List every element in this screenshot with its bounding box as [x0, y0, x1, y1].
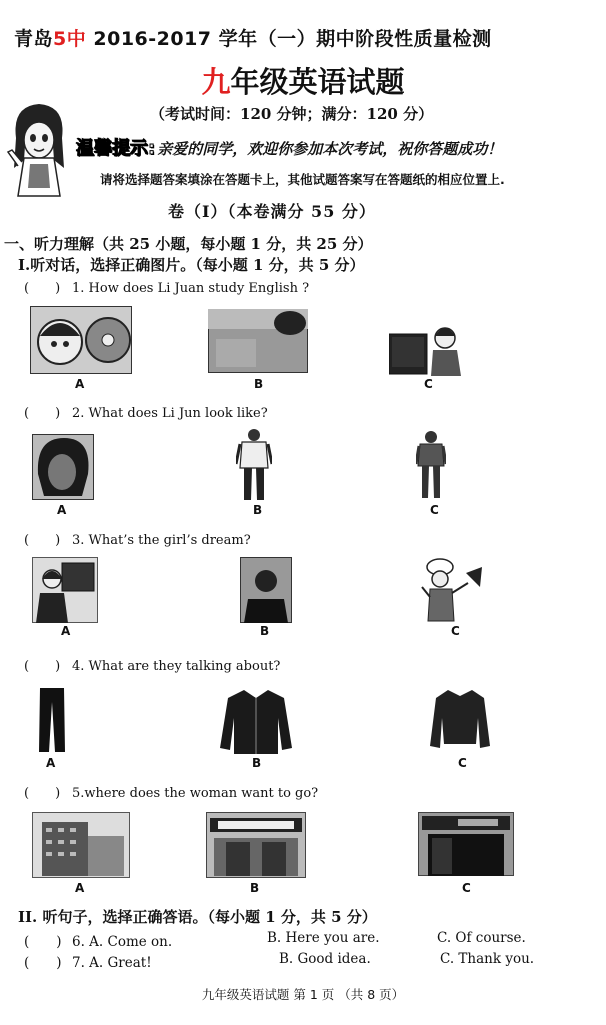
- q3-option-a-image: [32, 557, 98, 623]
- q2-option-c-image: [416, 430, 446, 500]
- option-letter-b: B: [250, 881, 260, 895]
- answer-blank: ( ): [24, 934, 62, 950]
- option-letter-c: C: [462, 881, 471, 895]
- choice-c: C. Thank you.: [440, 951, 535, 967]
- option-letter-b: B: [260, 624, 270, 638]
- option-letter-c: C: [430, 503, 439, 517]
- question-2: [24, 402, 268, 421]
- exam-period: 2016-2017 学年（一）期中阶段性质量检测: [86, 28, 492, 50]
- page-footer: 九年级英语试题 第 1 页 （共 8 页）: [201, 987, 405, 1002]
- answer-blank: ( ): [24, 281, 61, 296]
- q4-option-a-image-trousers: [38, 688, 66, 752]
- choice-b: B. Good idea.: [279, 951, 371, 967]
- title-rest: 年级英语试题: [230, 65, 405, 99]
- question-1: [24, 277, 309, 296]
- question-7: [24, 951, 152, 971]
- q5-option-b-image-bank: [206, 812, 306, 878]
- q4-option-b-image-shirt: [218, 688, 294, 754]
- option-letter-a: A: [61, 624, 71, 638]
- school-name: 青岛: [14, 28, 54, 50]
- page-title: [0, 60, 606, 101]
- option-letter-a: A: [46, 756, 56, 770]
- q1-option-b-image: [208, 309, 308, 373]
- option-letter-b: B: [252, 756, 262, 770]
- school-number: 5: [53, 28, 67, 50]
- grade-char: 九: [201, 65, 231, 99]
- option-letter-c: C: [451, 624, 460, 638]
- choice-b: B. Here you are.: [267, 930, 380, 946]
- section1-heading: 一、听力理解（共 25 小题，每小题 1 分，共 25 分）: [4, 235, 373, 253]
- school-middle: 中: [66, 28, 87, 50]
- choice-c: C. Of course.: [437, 930, 526, 946]
- part1-heading: I.听对话，选择正确图片。（每小题 1 分，共 5 分）: [18, 256, 365, 274]
- option-letter-a: A: [75, 377, 85, 391]
- tip-label: 温馨提示:: [76, 138, 156, 159]
- question-5: [24, 782, 318, 801]
- answer-blank: ( ): [24, 406, 61, 421]
- question-text: 5.where does the woman want to go?: [72, 786, 319, 801]
- q3-option-c-image: [420, 557, 490, 625]
- answer-blank: ( ): [24, 533, 61, 548]
- option-letter-c: C: [458, 756, 467, 770]
- answer-blank: ( ): [24, 659, 61, 674]
- option-letter-b: B: [254, 377, 264, 391]
- part2-heading: II. 听句子，选择正确答语。（每小题 1 分，共 5 分）: [18, 908, 377, 926]
- q1-option-a-image: [30, 306, 132, 374]
- exam-info: （考试时间：120 分钟；满分：120 分）: [150, 105, 434, 123]
- mascot-girl-illustration: [6, 98, 72, 198]
- option-letter-a: A: [75, 881, 85, 895]
- exam-header: [14, 24, 594, 51]
- question-text: 2. What does Li Jun look like?: [72, 406, 268, 421]
- tip-line: [76, 134, 502, 160]
- question-4: [24, 655, 280, 674]
- question-text: 4. What are they talking about?: [72, 659, 281, 674]
- q2-option-b-image: [236, 428, 272, 502]
- option-letter-b: B: [253, 503, 263, 517]
- question-3: [24, 529, 251, 548]
- answer-blank: ( ): [24, 955, 62, 971]
- tip-text: 亲爱的同学，欢迎你参加本次考试，祝你答题成功！: [157, 140, 503, 158]
- q1-option-c-image: [389, 320, 463, 376]
- q5-option-a-image-building: [32, 812, 130, 878]
- answer-instruction: 请将选择题答案填涂在答题卡上，其他试题答案写在答题纸的相应位置上.: [100, 172, 505, 187]
- q2-option-a-image: [32, 434, 94, 500]
- question-6: [24, 930, 172, 950]
- answer-blank: ( ): [24, 786, 61, 801]
- option-letter-a: A: [57, 503, 67, 517]
- option-letter-c: C: [424, 377, 433, 391]
- choice-a: 6. A. Come on.: [72, 934, 173, 950]
- q5-option-c-image-post-office: [418, 812, 514, 876]
- choice-a: 7. A. Great!: [72, 955, 152, 971]
- q3-option-b-image: [240, 557, 292, 623]
- question-text: 1. How does Li Juan study English ?: [72, 281, 310, 296]
- volume-heading: 卷（Ⅰ）（本卷满分 55 分）: [168, 202, 376, 221]
- q4-option-c-image-sweater: [430, 688, 490, 754]
- question-text: 3. What’s the girl’s dream?: [72, 533, 251, 548]
